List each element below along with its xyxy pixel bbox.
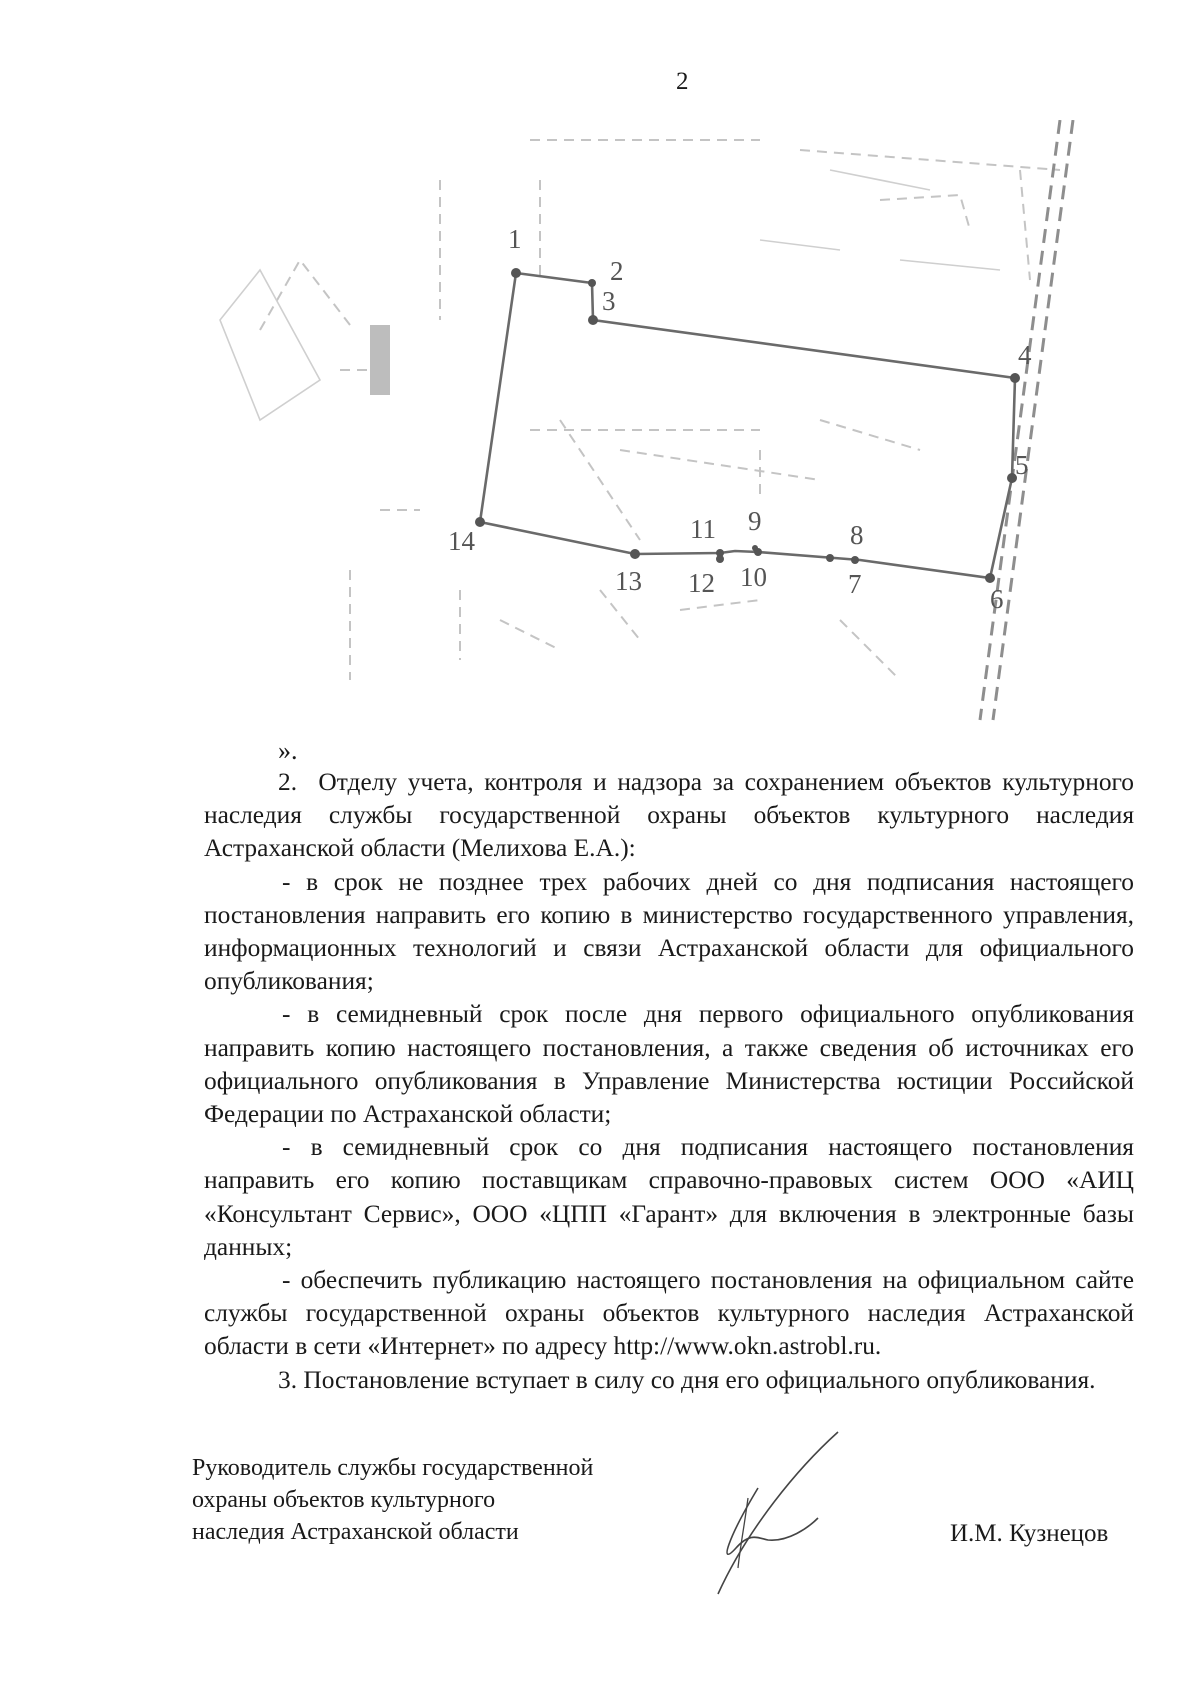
map-label-2: 2 bbox=[610, 256, 624, 286]
map-label-1: 1 bbox=[508, 224, 522, 254]
map-label-8: 8 bbox=[850, 520, 864, 550]
boundary-map bbox=[200, 120, 1200, 760]
paragraph-2: 2. Отделу учета, контроля и надзора за сохранением объектов культурного наследия службы государственной охраны объектов культурного наследия Астраханской области (Мелихова Е.А.): bbox=[204, 768, 1134, 863]
map-label-4: 4 bbox=[1018, 340, 1032, 370]
paragraph-2-item-1: - в срок не позднее трех рабочих дней со дня подписания настоящего постановления направить его копию в министерство государственного управления, информационных технологий и связи Астраханской области для официального опубликования; bbox=[204, 867, 1134, 996]
paragraph-3: 3. Постановление вступает в силу со дня его официального опубликования. bbox=[278, 1365, 1096, 1394]
map-building-block bbox=[370, 325, 390, 395]
signatory-position bbox=[192, 1452, 593, 1548]
decree-body bbox=[204, 766, 1134, 1397]
map-label-13: 13 bbox=[615, 566, 642, 596]
paragraph-2-item-4: - обеспечить публикацию настоящего постановления на официальном сайте службы государственной охраны объектов культурного наследия Астраханской области в сети «Интернет» по адресу http://www.okn.astrobl.ru. bbox=[204, 1266, 1134, 1361]
map-background-lines bbox=[260, 140, 1060, 680]
map-label-5: 5 bbox=[1015, 450, 1029, 480]
position-line: охраны объектов культурного bbox=[192, 1487, 496, 1513]
handwritten-signature bbox=[688, 1428, 868, 1598]
position-line: наследия Астраханской области bbox=[192, 1519, 519, 1545]
closing-quote: ». bbox=[278, 736, 298, 765]
map-label-14: 14 bbox=[448, 526, 475, 556]
map-label-11: 11 bbox=[690, 514, 716, 544]
map-label-10: 10 bbox=[740, 562, 767, 592]
map-label-3: 3 bbox=[602, 286, 616, 316]
map-label-9: 9 bbox=[748, 506, 762, 536]
map-label-6: 6 bbox=[990, 584, 1004, 614]
position-line: Руководитель службы государственной bbox=[192, 1455, 594, 1481]
paragraph-2-item-2: - в семидневный срок после дня первого официального опубликования направить копию настоящего постановления, а также сведения об источниках его официального опубликования в Управление Министерства юстиции Российской Федерации по Астраханской области; bbox=[204, 1000, 1134, 1129]
signer-name: И.М. Кузнецов bbox=[950, 1520, 1109, 1547]
page-number: 2 bbox=[676, 68, 689, 95]
map-label-12: 12 bbox=[688, 568, 715, 598]
paragraph-2-item-3: - в семидневный срок со дня подписания настоящего постановления направить его копию поставщикам справочно-правовых систем ООО «АИЦ «Консультант Сервис», ООО «ЦПП «Гарант» для включения в электронные базы данных; bbox=[204, 1133, 1134, 1261]
map-label-7: 7 bbox=[848, 569, 862, 599]
map-road bbox=[980, 120, 1073, 720]
